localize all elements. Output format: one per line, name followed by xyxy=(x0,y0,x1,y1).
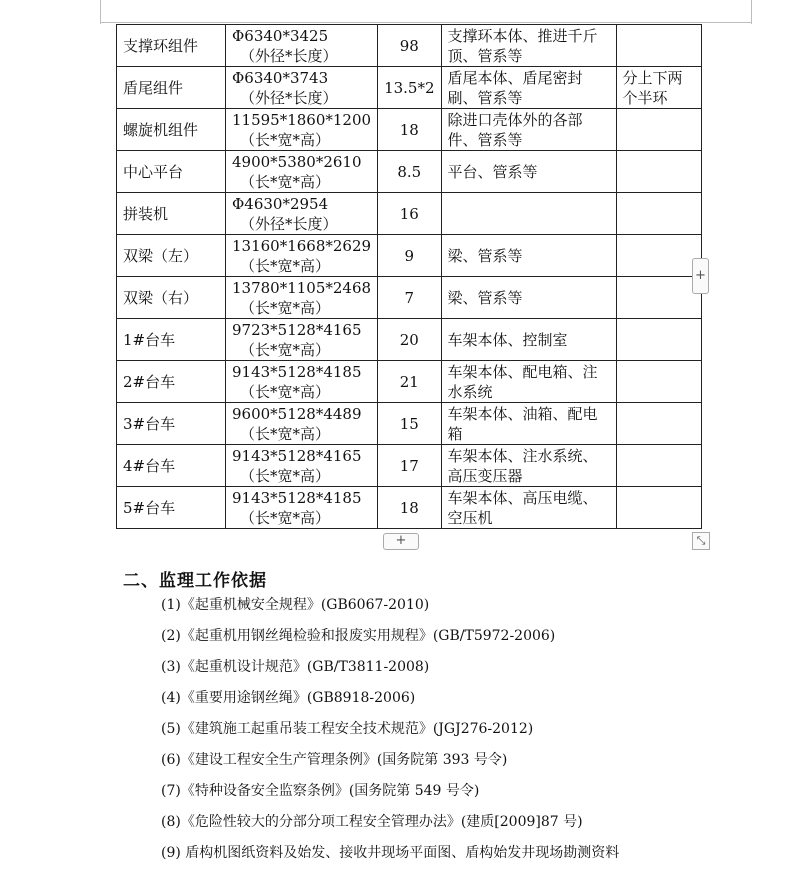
list-item: (6)《建设工程安全生产管理条例》(国务院第 393 号令) xyxy=(161,752,508,768)
dimension-value: 9143*5128*4185 xyxy=(232,488,362,507)
list-item: (8)《危险性较大的分部分项工程安全管理办法》(建质[2009]87 号) xyxy=(161,814,583,830)
weight-cell: 13.5*2 xyxy=(378,67,441,109)
list-item: (5)《建筑施工起重吊装工程安全技术规范》(JGJ276-2012) xyxy=(161,721,534,737)
parts-cell: 车架本体、高压电缆、空压机 xyxy=(441,487,616,529)
table-row xyxy=(117,193,702,235)
weight-cell: 7 xyxy=(378,277,441,319)
list-item: (9) 盾构机图纸资料及始发、接收井现场平面图、盾构始发井现场勘测资料 xyxy=(161,845,620,861)
remark-cell xyxy=(616,25,701,67)
table-row xyxy=(117,487,702,529)
dimension-cell xyxy=(226,193,378,235)
dimension-cell xyxy=(226,151,378,193)
dimension-cell xyxy=(226,25,378,67)
table-row xyxy=(117,319,702,361)
remark-cell xyxy=(616,277,701,319)
remark-cell xyxy=(616,445,701,487)
parts-cell: 梁、管系等 xyxy=(441,235,616,277)
remark-cell xyxy=(616,193,701,235)
dimension-unit: （长*宽*高） xyxy=(240,382,331,401)
remark-cell xyxy=(616,487,701,529)
section-heading: 二、监理工作依据 xyxy=(123,571,267,591)
parts-cell: 盾尾本体、盾尾密封刷、管系等 xyxy=(441,67,616,109)
table-row xyxy=(117,25,702,67)
parts-cell: 车架本体、注水系统、高压变压器 xyxy=(441,445,616,487)
table-row xyxy=(117,445,702,487)
parts-cell: 梁、管系等 xyxy=(441,277,616,319)
parts-cell: 车架本体、控制室 xyxy=(441,319,616,361)
parts-cell: 车架本体、油箱、配电箱 xyxy=(441,403,616,445)
add-row-button[interactable]: + xyxy=(383,533,419,550)
list-item: (1)《起重机械安全规程》(GB6067-2010) xyxy=(161,597,430,613)
weight-cell: 21 xyxy=(378,361,441,403)
dimension-unit: （外径*长度） xyxy=(240,46,338,65)
weight-cell: 16 xyxy=(378,193,441,235)
dimension-value: 11595*1860*1200 xyxy=(232,110,372,129)
dimension-cell xyxy=(226,445,378,487)
dimension-unit: （长*宽*高） xyxy=(240,424,331,443)
component-name-cell: 3#台车 xyxy=(117,403,226,445)
dimension-value: 13780*1105*2468 xyxy=(232,278,372,297)
parts-cell xyxy=(441,193,616,235)
remark-cell: 分上下两个半环 xyxy=(616,67,701,109)
table-row xyxy=(117,403,702,445)
list-item: (7)《特种设备安全监察条例》(国务院第 549 号令) xyxy=(161,783,480,799)
dimension-unit: （长*宽*高） xyxy=(240,508,331,527)
dimension-cell xyxy=(226,361,378,403)
component-name-cell: 5#台车 xyxy=(117,487,226,529)
dimension-cell xyxy=(226,277,378,319)
table-row xyxy=(117,235,702,277)
dimension-cell xyxy=(226,319,378,361)
dimension-unit: （长*宽*高） xyxy=(240,172,331,191)
table-row xyxy=(117,361,702,403)
basis-list xyxy=(161,593,781,872)
parts-cell: 车架本体、配电箱、注水系统 xyxy=(441,361,616,403)
component-name-cell: 双梁（右） xyxy=(117,277,226,319)
component-name-cell: 盾尾组件 xyxy=(117,67,226,109)
dimension-unit: （外径*长度） xyxy=(240,88,338,107)
dimension-cell xyxy=(226,109,378,151)
weight-cell: 20 xyxy=(378,319,441,361)
dimension-value: Φ6340*3743 xyxy=(232,68,329,87)
parts-cell: 平台、管系等 xyxy=(441,151,616,193)
table-resize-handle[interactable]: ⤡ xyxy=(692,532,710,550)
list-item: (4)《重要用途钢丝绳》(GB8918-2006) xyxy=(161,690,416,706)
remark-cell xyxy=(616,151,701,193)
dimension-value: 9600*5128*4489 xyxy=(232,404,362,423)
add-column-button[interactable]: + xyxy=(692,258,709,294)
parts-cell: 除进口壳体外的各部件、管系等 xyxy=(441,109,616,151)
dimension-value: 9143*5128*4165 xyxy=(232,446,362,465)
dimension-unit: （长*宽*高） xyxy=(240,466,331,485)
dimension-cell xyxy=(226,403,378,445)
component-name-cell: 2#台车 xyxy=(117,361,226,403)
component-name-cell: 4#台车 xyxy=(117,445,226,487)
dimension-unit: （长*宽*高） xyxy=(240,340,331,359)
remark-cell xyxy=(616,319,701,361)
dimension-unit: （长*宽*高） xyxy=(240,298,331,317)
weight-cell: 17 xyxy=(378,445,441,487)
table-row xyxy=(117,67,702,109)
weight-cell: 8.5 xyxy=(378,151,441,193)
component-name-cell: 双梁（左） xyxy=(117,235,226,277)
component-name-cell: 螺旋机组件 xyxy=(117,109,226,151)
dimension-cell xyxy=(226,235,378,277)
weight-cell: 18 xyxy=(378,109,441,151)
dimension-value: 9143*5128*4185 xyxy=(232,362,362,381)
component-name-cell: 支撑环组件 xyxy=(117,25,226,67)
weight-cell: 15 xyxy=(378,403,441,445)
dimension-value: 4900*5380*2610 xyxy=(232,152,362,171)
component-table xyxy=(116,24,702,529)
remark-cell xyxy=(616,109,701,151)
page-top-edge xyxy=(100,0,752,24)
dimension-unit: （长*宽*高） xyxy=(240,130,331,149)
dimension-cell xyxy=(226,487,378,529)
component-name-cell: 拼装机 xyxy=(117,193,226,235)
remark-cell xyxy=(616,235,701,277)
dimension-unit: （外径*长度） xyxy=(240,214,338,233)
weight-cell: 9 xyxy=(378,235,441,277)
remark-cell xyxy=(616,403,701,445)
dimension-value: Φ4630*2954 xyxy=(232,194,329,213)
table-row xyxy=(117,109,702,151)
dimension-value: Φ6340*3425 xyxy=(232,26,329,45)
dimension-cell xyxy=(226,67,378,109)
component-name-cell: 中心平台 xyxy=(117,151,226,193)
component-name-cell: 1#台车 xyxy=(117,319,226,361)
dimension-value: 13160*1668*2629 xyxy=(232,236,372,255)
dimension-unit: （长*宽*高） xyxy=(240,256,331,275)
list-item: (3)《起重机设计规范》(GB/T3811-2008) xyxy=(161,659,430,675)
parts-cell: 支撑环本体、推进千斤顶、管系等 xyxy=(441,25,616,67)
table-row xyxy=(117,151,702,193)
table-row xyxy=(117,277,702,319)
list-item: (2)《起重机用钢丝绳检验和报废实用规程》(GB/T5972-2006) xyxy=(161,628,556,644)
weight-cell: 18 xyxy=(378,487,441,529)
dimension-value: 9723*5128*4165 xyxy=(232,320,362,339)
weight-cell: 98 xyxy=(378,25,441,67)
remark-cell xyxy=(616,361,701,403)
